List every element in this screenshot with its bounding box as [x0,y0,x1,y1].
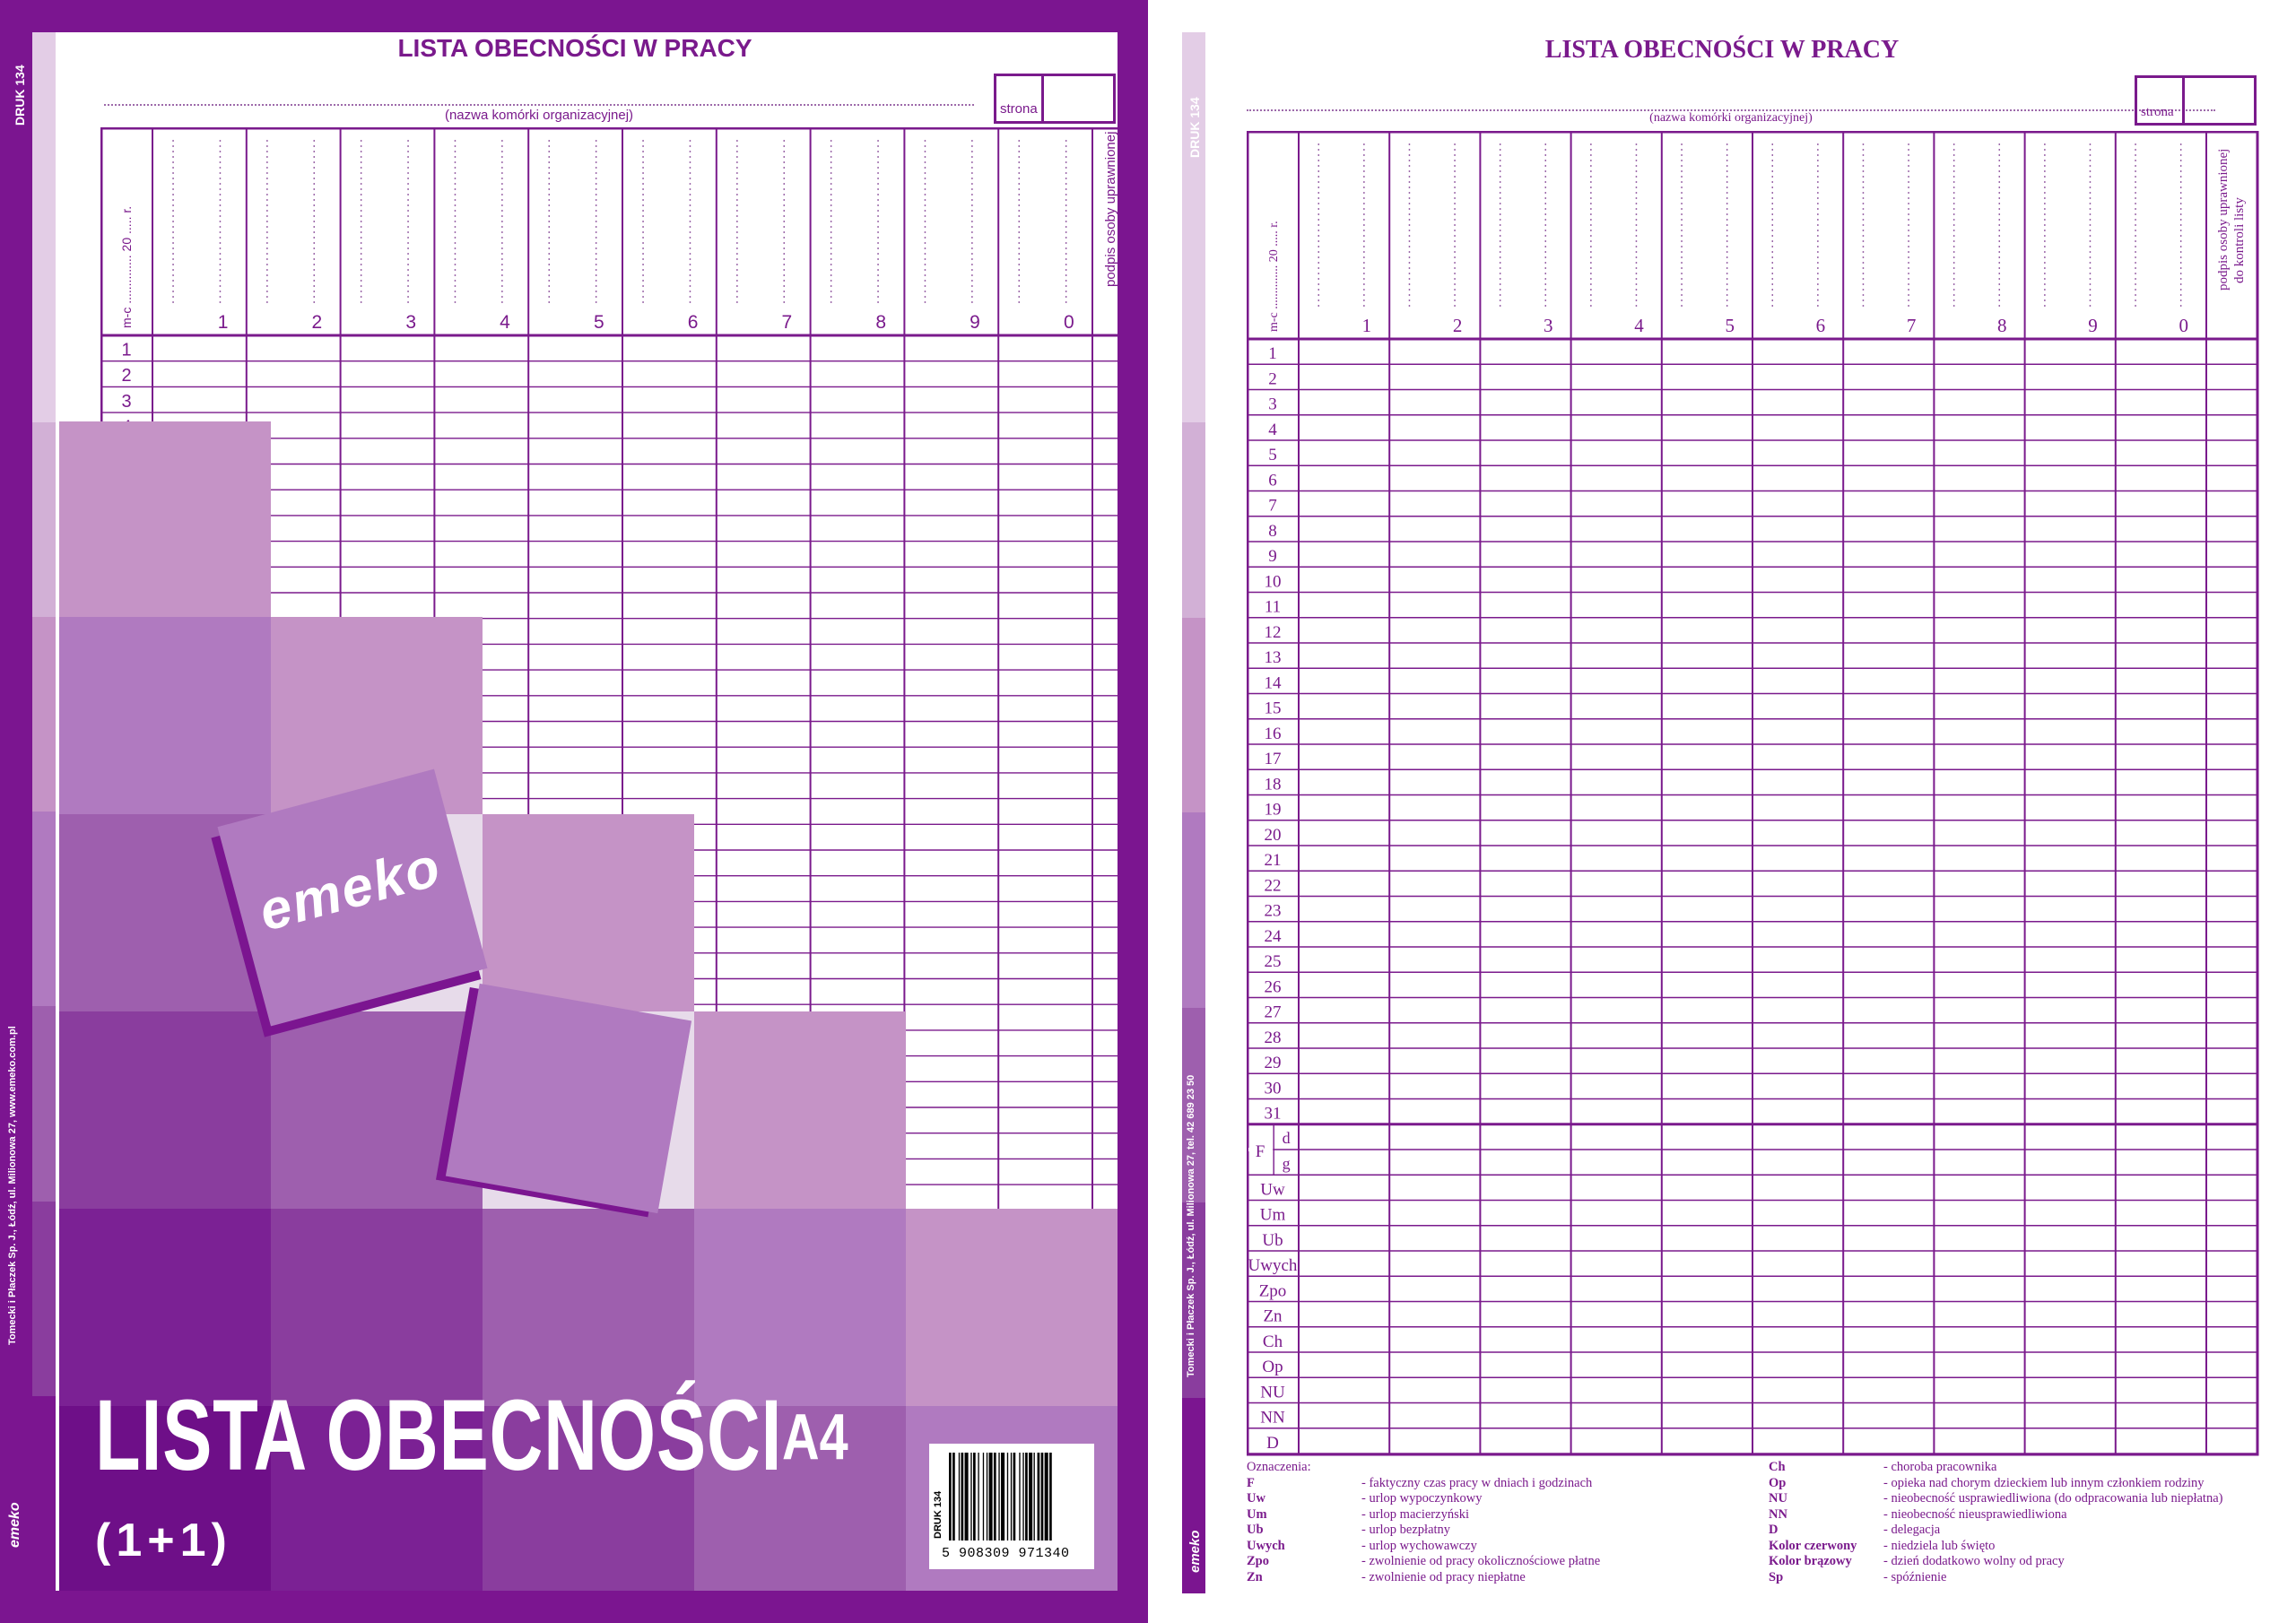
legend-code: D [1769,1523,1779,1537]
legend-description: - opieka nad chorym dzieckiem lub innym członkiem rodziny [1883,1475,2205,1490]
cover-publisher-address: Tomecki i Płaczek Sp. J., Łódź, ul. Milionowa 27, www.emeko.com.pl [7,1026,18,1345]
row-label: NU [1260,1383,1285,1402]
barcode-bar [1007,1453,1008,1541]
decorative-tile [59,421,271,617]
cover-brand-small: emeko [7,1502,22,1548]
row-label: 2 [1268,369,1277,389]
form-page [1148,0,2296,1623]
legend-code: Uwych [1247,1538,1285,1553]
barcode-bar [961,1453,964,1541]
legend-description: - urlop wychowawczy [1361,1538,1477,1553]
header-digit: 3 [1544,315,1553,336]
legend-description: - delegacja [1883,1523,1941,1537]
row-label: 29 [1264,1054,1282,1073]
barcode-bar [952,1453,955,1541]
barcode-bar [970,1453,971,1541]
header-digit: 1 [1361,315,1372,336]
barcode [929,1444,1094,1569]
decorative-tile [446,984,691,1213]
legend-code: Um [1247,1506,1267,1522]
row-label: 8 [1268,521,1277,541]
row-label: 6 [1268,471,1277,490]
barcode-druk-label: DRUK 134 [933,1490,944,1539]
strip-segment [1182,422,1205,619]
decorative-tile [59,1209,271,1406]
legend-code: Ub [1247,1523,1264,1537]
form-publisher-address: Tomecki i Płaczek Sp. J., Łódź, ul. Milionowa 27, tel. 42 689 23 50 [1186,1074,1196,1377]
row-label: 9 [1268,547,1277,567]
form-unit-caption: (nazwa komórki organizacyjnej) [1649,111,1813,125]
cover-form-title: LISTA OBECNOŚCI W PRACY [397,34,752,62]
header-digit: 3 [405,312,417,333]
row-label: 2 [121,366,132,386]
strip-segment [1182,618,1205,814]
barcode-bar [965,1453,969,1541]
strip-segment [32,227,56,422]
header-date-label: m-c .............. 20 ..... r. [119,205,134,328]
decorative-tile [906,1209,1118,1406]
strip-segment [32,1396,56,1591]
row-label: 23 [1264,901,1282,921]
barcode-number: 5 908309 971340 [942,1546,1070,1561]
barcode-bar [998,1453,999,1541]
legend-description: - choroba pracownika [1883,1460,1997,1474]
barcode-bar [1034,1453,1035,1541]
f-label: F [1255,1142,1265,1161]
header-digit: 5 [593,312,604,333]
row-label: 13 [1264,648,1282,668]
barcode-bar [1013,1453,1016,1541]
legend-code: Kolor brązowy [1769,1554,1852,1568]
legend-description: - nieobecność usprawiedliwiona (do odpracowania lub niepłatna) [1883,1491,2223,1506]
header-digit: 2 [1452,315,1463,336]
legend-code: Kolor czerwony [1769,1538,1857,1553]
legend-title: Oznaczenia: [1247,1460,1311,1474]
row-label: 3 [1268,395,1277,414]
barcode-bar [1001,1453,1004,1541]
product-size: A4 [782,1402,848,1473]
row-label: 18 [1264,775,1282,794]
header-digit: 6 [687,312,699,333]
strip-segment [32,1202,56,1397]
form-attendance-grid [1247,131,2269,1458]
header-digit: 9 [2088,315,2098,336]
form-strona-label: strona [2141,105,2174,119]
row-label: D [1266,1433,1279,1453]
legend-code: Op [1769,1475,1787,1490]
row-label: 30 [1264,1079,1282,1098]
legend-code: NU [1769,1491,1787,1506]
legend-description: - urlop wypoczynkowy [1361,1491,1483,1506]
row-label: 5 [1268,446,1277,465]
row-label: 31 [1264,1104,1282,1124]
row-label: 16 [1264,724,1282,743]
legend-description: - niedziela lub święto [1883,1538,1996,1553]
decorative-tile [59,1011,271,1209]
decorative-tile [59,617,271,814]
legend-code: Zn [1247,1569,1263,1584]
decorative-tile [694,1209,906,1406]
strip-segment [32,617,56,812]
row-label: 24 [1264,926,1282,946]
decorative-tile [271,1011,483,1209]
row-label: 22 [1264,876,1282,896]
legend-code: Uw [1247,1491,1265,1506]
cover-side-strip [32,32,56,1591]
cover-druk-label: DRUK 134 [13,65,27,126]
strip-segment [1182,228,1205,424]
row-label: 17 [1264,750,1282,769]
product-title: LISTA OBECNOŚCI [95,1379,783,1491]
header-digit: 1 [217,312,229,333]
legend-code: F [1247,1475,1255,1490]
row-label: 12 [1264,622,1282,642]
cover-unit-line [104,104,974,106]
barcode-bar [989,1453,993,1541]
barcode-bar [1019,1453,1020,1541]
strip-segment [32,812,56,1007]
cover-attendance-grid: m-c .............. 20 ..... r. 1 2 3 4 5 6 7 8 9 0podpis osoby uprawnionej do kontroli listy123 [100,127,1118,1239]
barcode-bar [1022,1453,1023,1541]
row-label: 20 [1264,825,1282,845]
barcode-bar [1038,1453,1040,1541]
legend-description: - dzień dodatkowo wolny od pracy [1883,1554,2065,1568]
legend-description: - zwolnienie od pracy okolicznościowe płatne [1361,1554,1601,1568]
row-label: Ub [1262,1230,1283,1250]
decorative-tile [483,1209,694,1406]
cover-sheet [32,32,1135,1591]
strip-segment [32,422,56,618]
legend-description: - urlop bezpłatny [1361,1523,1451,1537]
cover-unit-caption: (nazwa komórki organizacyjnej) [444,108,634,123]
barcode-bars [947,1453,1089,1542]
row-label: Zpo [1258,1281,1287,1301]
barcode-bar [1029,1453,1032,1541]
header-digit: 7 [781,312,793,333]
header-digit: 8 [875,312,887,333]
barcode-bar [983,1453,984,1541]
row-label: 10 [1264,572,1282,592]
signature-header-line1: podpis osoby uprawnionej [2216,148,2231,291]
header-digit: 6 [1815,315,1826,336]
row-label: 1 [1268,344,1277,364]
barcode-bar [1045,1453,1048,1541]
form-druk-label: DRUK 134 [1187,97,1202,158]
row-label: 15 [1264,699,1282,718]
row-label: 14 [1264,673,1282,693]
header-date-label: m-c .............. 20 ..... r. [1267,221,1281,332]
strip-segment [32,1006,56,1202]
decorative-tile [271,1209,483,1406]
decorative-tile [483,814,694,1011]
barcode-bar [959,1453,960,1541]
row-label: Zn [1263,1306,1283,1326]
header-digit: 2 [311,312,323,333]
row-label: 4 [1268,420,1277,439]
barcode-bar [1049,1453,1052,1541]
row-label: Uwych [1248,1256,1298,1276]
header-digit: 9 [970,312,980,333]
header-digit: 4 [1634,315,1644,336]
cover-page-number-box [994,74,1116,124]
row-label: 25 [1264,952,1282,972]
legend-code: Sp [1769,1569,1784,1584]
form-title: LISTA OBECNOŚCI W PRACY [1544,36,1900,64]
header-digit: 4 [500,312,510,333]
header-digit: 5 [1725,315,1735,336]
signature-header-line1: podpis osoby uprawnionej [1103,131,1118,287]
legend-code: Ch [1769,1460,1786,1474]
row-label: Ch [1262,1332,1283,1351]
signature-header-line2: do kontroli listy [2232,197,2247,283]
barcode-bar [1025,1453,1028,1541]
row-label: Um [1259,1205,1286,1225]
row-label: 19 [1264,800,1282,820]
row-label: 3 [121,391,132,412]
row-label: 27 [1264,1002,1282,1022]
barcode-bar [1041,1453,1044,1541]
barcode-bar [949,1453,952,1541]
legend-description: - faktyczny czas pracy w dniach i godzinach [1361,1475,1593,1490]
header-digit: 7 [1906,315,1917,336]
barcode-bar [994,1453,996,1541]
legend-description: - zwolnienie od pracy niepłatne [1361,1569,1526,1584]
header-digit: 8 [1997,315,2007,336]
row-label: 26 [1264,977,1282,997]
legend-description: - nieobecność nieusprawiedliwiona [1883,1506,2067,1522]
f-sub-label: g [1282,1154,1291,1173]
form-page-number-box [2135,75,2257,126]
row-label: 21 [1264,851,1282,871]
barcode-bar [1011,1453,1012,1541]
header-digit: 0 [1063,312,1074,333]
row-label: NN [1260,1408,1285,1428]
row-label: 11 [1264,597,1282,617]
legend-code: Zpo [1247,1554,1269,1568]
row-label: 1 [121,340,132,360]
row-label: 28 [1264,1028,1282,1047]
product-copies: (1+1) [95,1515,232,1567]
strip-segment [1182,812,1205,1009]
emeko-logo: emeko [252,835,448,943]
row-label: 7 [1268,496,1277,516]
cover-strona-label: strona [1000,101,1038,117]
f-sub-label: d [1282,1129,1291,1147]
barcode-bar [973,1453,976,1541]
row-label: Op [1262,1358,1283,1377]
form-brand-small: emeko [1187,1530,1203,1573]
legend-description: - urlop macierzyński [1361,1506,1469,1522]
legend-code: NN [1769,1506,1787,1522]
legend-description: - spóźnienie [1883,1569,1947,1584]
decorative-tile [694,1011,906,1209]
row-label: Uw [1260,1180,1285,1200]
header-digit: 0 [2179,315,2188,336]
